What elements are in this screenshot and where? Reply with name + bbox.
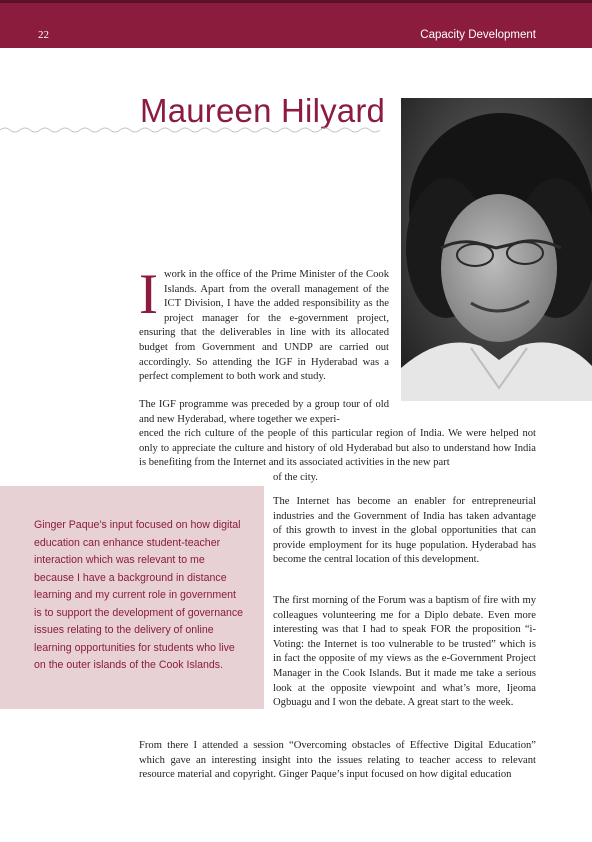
intro-paragraph bbox=[139, 263, 389, 385]
portrait-photo bbox=[401, 98, 592, 401]
drop-cap: I bbox=[139, 263, 158, 326]
page-header-bar bbox=[0, 0, 592, 48]
pull-quote-text: Ginger Paque’s input focused on how digital education can enhance student-teacher interaction which was relevant to me because I have a background in distance learning and my current role in government is to support the development of governance issues relating to the delivery of online learning opportunities for students who live on the outer islands of the Cook Islands. bbox=[34, 519, 244, 671]
page-number: 22 bbox=[38, 29, 49, 41]
portrait-image bbox=[401, 98, 592, 401]
section-title: Capacity Development bbox=[420, 29, 536, 41]
paragraph-digital-education-session: From there I attended a session “Overcoming obstacles of Effective Digital Education” which gave an interesting insight into the issues relating to teacher access to relevant resource material and copyright. Ginger Paque’s input focused on how digital education bbox=[139, 740, 536, 781]
paragraph-forum-debate: The first morning of the Forum was a baptism of fire with my colleagues volunteering me for a Diplo debate. Even more interesting was that I had to speak FOR the proposition “i-Voting: the Internet is too vulnerable to be trusted” which is in fact the opposite of my views as the e-Government Project Manager in the Cook Islands. But it made me take a serious look at the opposite viewpoint and what’s more, Ijeoma Ogbuagu and I won the debate. A great start to the week. bbox=[273, 595, 536, 709]
intro-paragraph-text: work in the office of the Prime Minister of the Cook Islands. Apart from the overall management of the ICT Division, I have the added responsibility as the project manager for the e-government project, ensuring that the deliverables in line with its allocated budget from Government and UNDP are carried out accordingly. So attending the IGF in Hyderabad was a perfect complement to both work and study. bbox=[139, 269, 389, 383]
paragraph-tour-part3: of the city. bbox=[273, 472, 318, 483]
article-title: Maureen Hilyard bbox=[140, 92, 386, 129]
paragraph-tour-part2: enced the rich culture of the people of this particular region of India. We were helped not only to appreciate the culture and history of old Hyderabad but also to understand how India is benefiting from the Internet and its associated activities in the new part bbox=[139, 428, 536, 469]
pull-quote-box bbox=[0, 486, 264, 709]
paragraph-internet-enabler: The Internet has become an enabler for entrepreneurial industries and the Government of India has taken advantage of this growth to invest in the global opportunities that can provide employment for its huge population. Hyderabad has become the central location of this development. bbox=[273, 496, 536, 566]
paragraph-tour-part1: The IGF programme was preceded by a group tour of old and new Hyderabad, where together we experi- bbox=[139, 399, 389, 425]
decorative-wave-divider bbox=[0, 124, 380, 136]
